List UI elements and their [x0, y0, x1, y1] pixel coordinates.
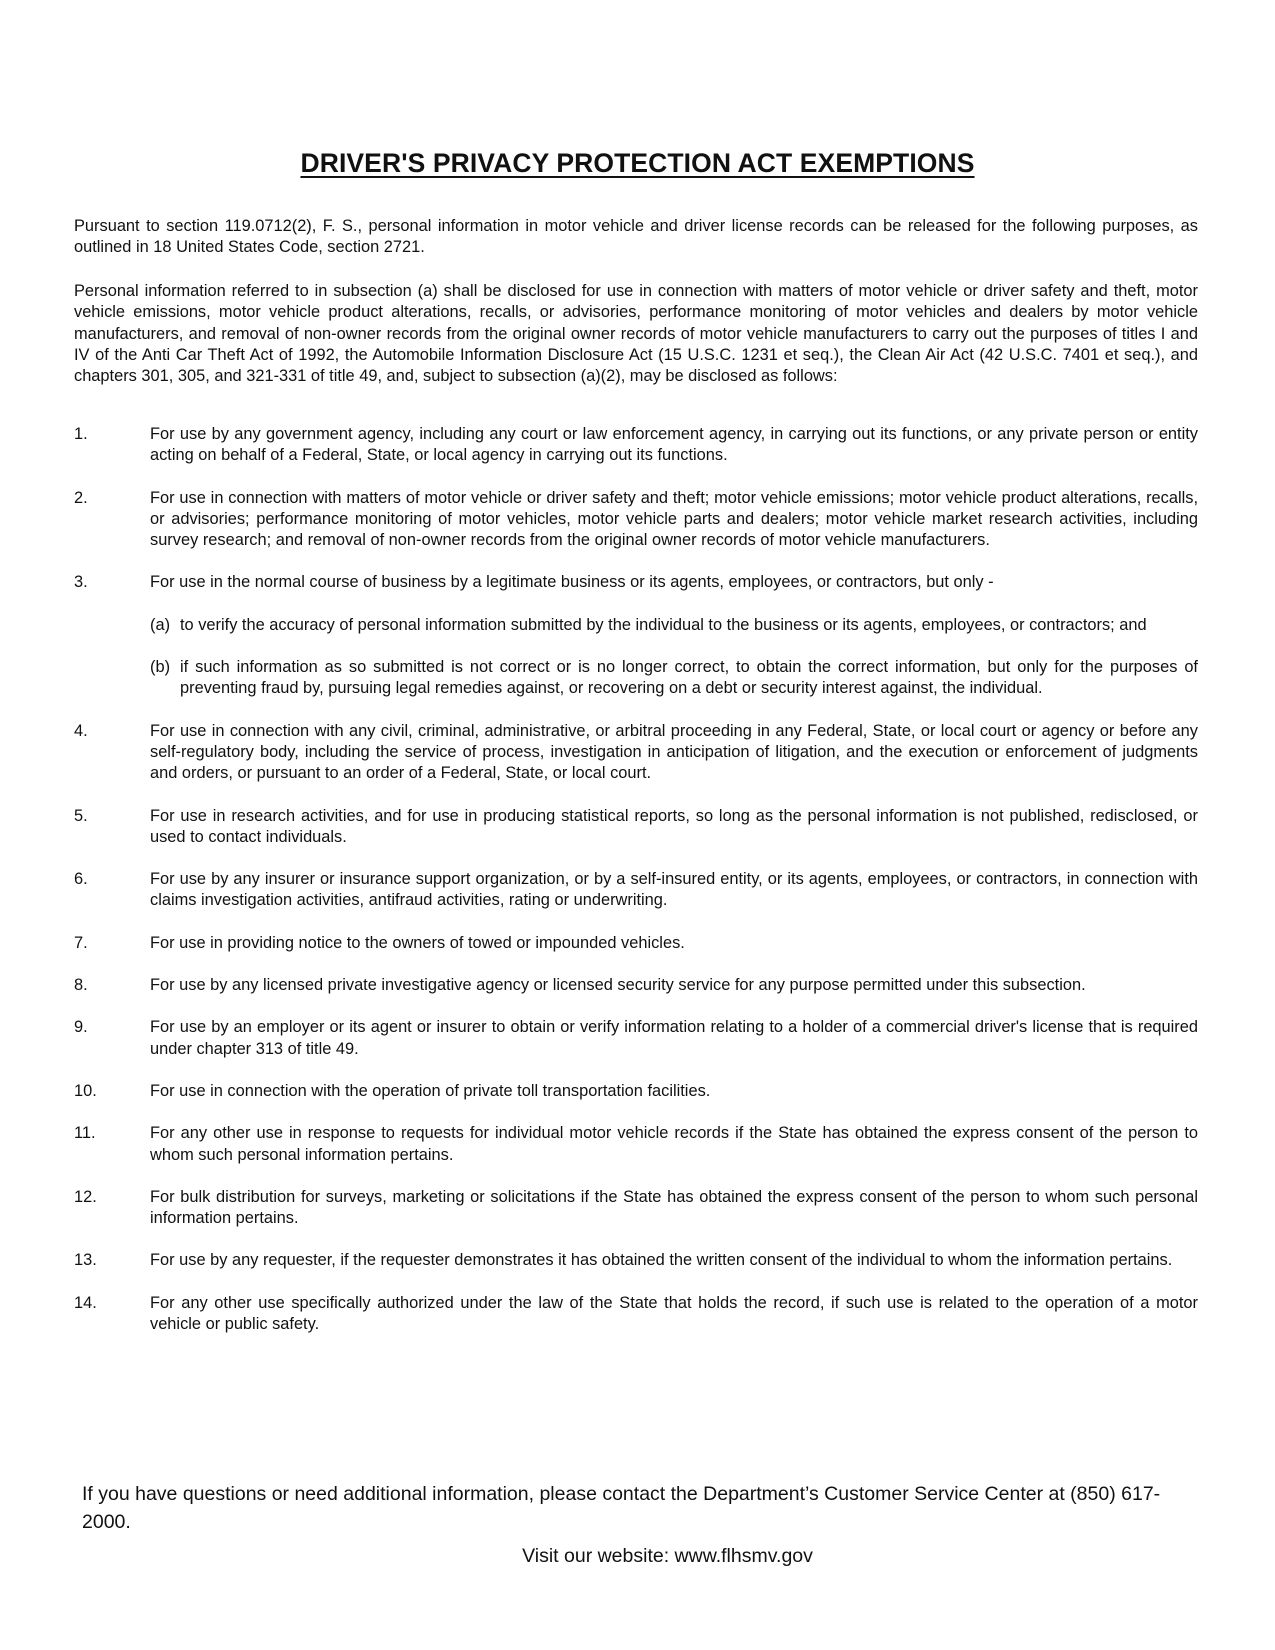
item-text: For bulk distribution for surveys, marketing or solicitations if the State has obtained the express consent of the person to whom such personal information pertains.	[150, 1187, 1198, 1228]
list-item	[74, 488, 1198, 552]
list-item	[74, 975, 1198, 996]
sub-item-label: (b)	[150, 658, 171, 677]
item-text: For use by any requester, if the requester demonstrates it has obtained the written consent of the individual to whom the information pertains.	[150, 1251, 1173, 1270]
item-number: 9.	[74, 1018, 88, 1037]
sub-item-label: (a)	[150, 615, 171, 634]
item-text: For use by an employer or its agent or insurer to obtain or verify information relating to a holder of a commercial driver's license that is required under chapter 313 of title 49.	[150, 1018, 1198, 1058]
list-item	[74, 424, 1198, 467]
item-number: 11.	[74, 1124, 96, 1143]
list-item	[74, 806, 1198, 849]
item-text: For any other use in response to requests for individual motor vehicle records if the State has obtained the express consent of the person to whom such personal information pertains.	[150, 1124, 1198, 1164]
item-text: For any other use specifically authorized under the law of the State that holds the record, if such use is related to the operation of a motor vehicle or public safety.	[150, 1293, 1198, 1334]
item-number: 7.	[74, 933, 88, 952]
item-number: 14.	[74, 1293, 97, 1312]
exemptions-list	[74, 424, 1198, 1356]
item-number: 3.	[74, 573, 88, 592]
list-item	[74, 1187, 1198, 1230]
item-number: 12.	[74, 1187, 97, 1206]
item-text: For use by any licensed private investigative agency or licensed security service for any purpose permitted under this subsection.	[150, 976, 1086, 995]
list-item	[74, 1293, 1198, 1336]
sub-item-text: if such information as so submitted is not correct or is no longer correct, to obtain the correct information, but only for the purposes of preventing fraud by, pursuing legal remedies against, or recovering on a debt or security interest against, the individual.	[180, 658, 1198, 698]
sub-item-a	[150, 615, 1198, 636]
list-item	[74, 721, 1198, 785]
website-line: Visit our website: www.flhsmv.gov	[522, 1545, 813, 1567]
item-number: 8.	[74, 976, 88, 995]
list-item	[74, 1123, 1198, 1166]
item-number: 10.	[74, 1081, 97, 1100]
list-item	[74, 1250, 1198, 1271]
sub-item-b	[150, 657, 1198, 700]
page-title: DRIVER'S PRIVACY PROTECTION ACT EXEMPTIONS	[300, 148, 975, 178]
item-text: For use in the normal course of business by a legitimate business or its agents, employees, or contractors, but only -	[150, 573, 994, 592]
item-number: 4.	[74, 721, 88, 740]
item-text: For use in connection with any civil, criminal, administrative, or arbitral proceeding in any Federal, State, or local court or agency or before any self-regulatory body, including the service of process, investigation in anticipation of litigation, and the execution or enforcement of judgments and orders, or pursuant to an order of a Federal, State, or local court.	[150, 721, 1198, 783]
list-item	[74, 1017, 1198, 1060]
list-item	[74, 933, 1198, 954]
item-number: 1.	[74, 425, 88, 443]
item-text: For use in connection with the operation of private toll transportation facilities.	[150, 1081, 711, 1100]
item-text: For use by any insurer or insurance support organization, or by a self-insured entity, or its agents, employees, or contractors, in connection with claims investigation activities, antifraud activities, rating or underwriting.	[150, 870, 1198, 910]
item-text: For use in providing notice to the owners of towed or impounded vehicles.	[150, 933, 685, 952]
item-number: 13.	[74, 1251, 97, 1270]
disclosure-paragraph: Personal information referred to in subsection (a) shall be disclosed for use in connection with matters of motor vehicle or driver safety and theft, motor vehicle emissions, motor vehicle product alterations, recalls, or advisories, performance monitoring of motor vehicles and dealers by motor vehicle manufacturers, and removal of non-owner records from the original owner records of motor vehicle manufacturers to carry out the purposes of titles I and IV of the Anti Car Theft Act of 1992, the Automobile Information Disclosure Act (15 U.S.C. 1231 et seq.), the Clean Air Act (42 U.S.C. 7401 et seq.), and chapters 301, 305, and 321-331 of title 49, and, subject to subsection (a)(2), may be disclosed as follows:	[74, 282, 1198, 386]
list-item	[74, 1081, 1198, 1102]
item-number: 6.	[74, 870, 88, 889]
intro-paragraph: Pursuant to section 119.0712(2), F. S., personal information in motor vehicle and driver license records can be released for the following purposes, as outlined in 18 United States Code, section 2721.	[74, 217, 1198, 257]
sub-item-text: to verify the accuracy of personal information submitted by the individual to the business or its agents, employees, or contractors; and	[180, 615, 1147, 634]
item-text: For use in research activities, and for use in producing statistical reports, so long as the personal information is not published, redisclosed, or used to contact individuals.	[150, 806, 1198, 846]
contact-footer: If you have questions or need additional information, please contact the Department’s Customer Service Center at (850) 617-2000.	[82, 1483, 1161, 1533]
item-number: 5.	[74, 806, 88, 825]
list-item	[74, 572, 1198, 699]
item-text: For use in connection with matters of motor vehicle or driver safety and theft; motor vehicle emissions; motor vehicle product alterations, recalls, or advisories; performance monitoring of motor vehicles, motor vehicle parts and dealers; motor vehicle market research activities, including survey research; and removal of non-owner records from the original owner records of motor vehicle manufacturers.	[150, 488, 1198, 550]
list-item	[74, 869, 1198, 912]
item-text: For use by any government agency, including any court or law enforcement agency, in carrying out its functions, or any private person or entity acting on behalf of a Federal, State, or local agency in carrying out its functions.	[150, 425, 1198, 465]
item-number: 2.	[74, 488, 88, 507]
